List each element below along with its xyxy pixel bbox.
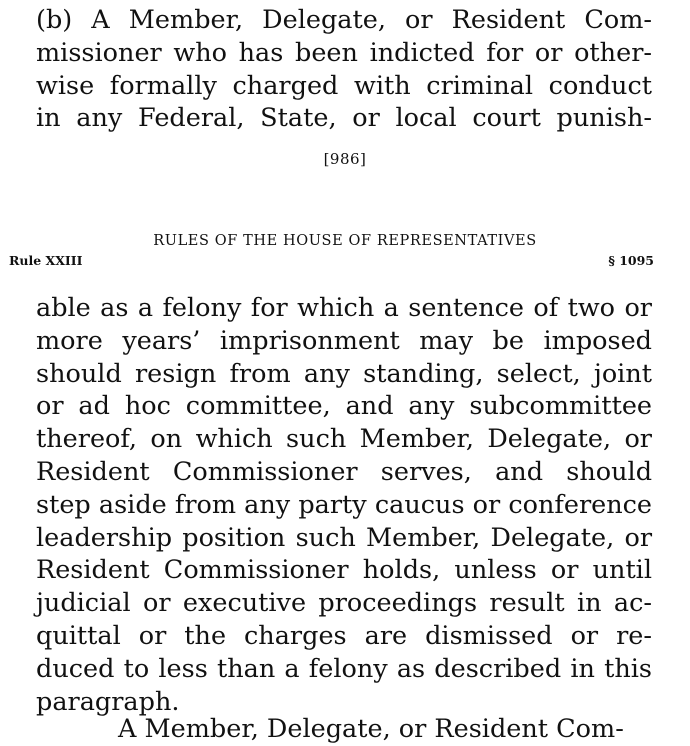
text-line: (b) A Member, Delegate, or Resident Com- [36,5,653,35]
text-line: Resident Commissioner holds, unless or until [36,555,652,586]
cut-off-text-line [36,713,652,744]
text-line: missioner who has been indicted for or other- [36,37,652,68]
text-line: Resident Commissioner serves, and should [36,456,653,487]
text-line: duced to less than a felony as described in this [36,653,652,684]
text-line: judicial or executive proceedings result in ac- [36,588,653,619]
text-line: able as a felony for which a sentence of two or [36,293,652,323]
text-line: leadership position such Member, Delegate, or [36,522,653,553]
text-line: step aside from any party caucus or conference [36,489,653,520]
text-line: paragraph. [36,686,180,717]
text-line: or ad hoc committee, and any subcommittee [36,391,653,422]
cut-off-text: A Member, Delegate, or Resident Com- [118,714,624,744]
paragraph-b-continued [36,292,652,718]
text-line: should resign from any standing, select, joint [36,358,653,389]
text-line: more years’ imprisonment may be imposed [36,325,652,356]
paragraph-b-start [36,4,652,135]
text-line: quittal or the charges are dismissed or re- [36,620,652,651]
text-line: thereof, on which such Member, Delegate, or [36,424,652,455]
section-label: § 1095 [608,253,654,268]
page-number: [986] [323,150,367,168]
running-head-title: RULES OF THE HOUSE OF REPRESENTATIVES [153,233,537,249]
text-line: in any Federal, State, or local court punish- [36,103,653,134]
rule-label: Rule XXIII [9,253,83,268]
text-line: wise formally charged with criminal conduct [36,70,652,101]
